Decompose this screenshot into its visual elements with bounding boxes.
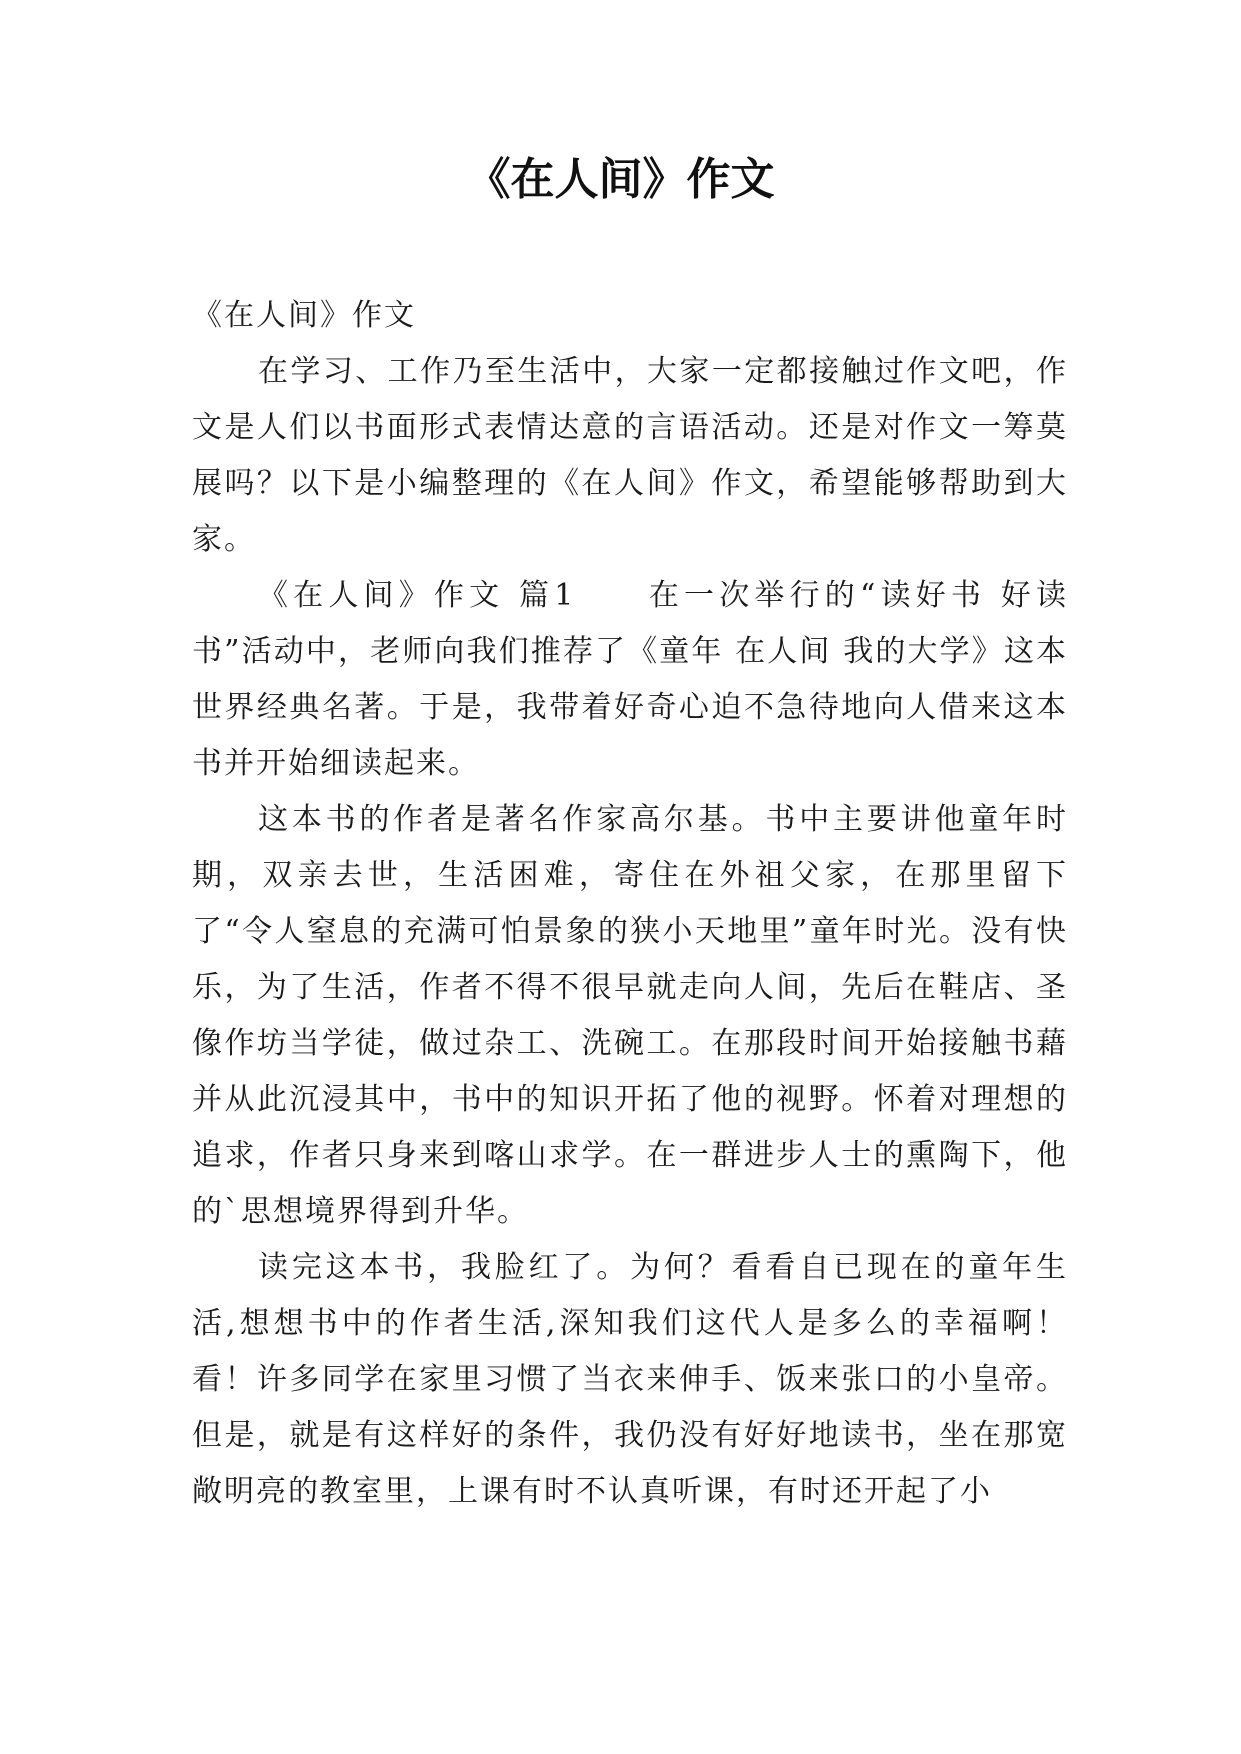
paragraph-reflection: 读完这本书，我脸红了。为何？看看自已现在的童年生活,想想书中的作者生活,深知我们这代人是多么的幸福啊！看！许多同学在家里习惯了当衣来伸手、饭来张口的小皇帝。但是，就是有这样好的条件，我仍没有好好地读书，坐在那宽敞明亮的教室里，上课有时不认真听课，有时还开起了小 <box>192 1250 1068 1509</box>
document-title: 《在人间》作文 <box>466 154 775 205</box>
paragraph-intro: 在学习、工作乃至生活中，大家一定都接触过作文吧，作文是人们以书面形式表情达意的言语活动。还是对作文一筹莫展吗？以下是小编整理的《在人间》作文，希望能够帮助到大家。 <box>192 354 1068 557</box>
document-body <box>192 288 1068 1520</box>
paragraph-author: 这本书的作者是著名作家高尔基。书中主要讲他童年时期，双亲去世，生活困难，寄住在外祖父家，在那里留下了“令人窒息的充满可怕景象的狭小天地里”童年时光。没有快乐，为了生活，作者不得不很早就走向人间，先后在鞋店、圣像作坊当学徒，做过杂工、洗碗工。在那段时间开始接触书藉并从此沉浸其中，书中的知识开拓了他的视野。怀着对理想的追求，作者只身来到喀山求学。在一群进步人士的熏陶下，他的`思想境界得到升华。 <box>192 802 1068 1229</box>
document-subtitle: 《在人间》作文 <box>192 298 416 333</box>
paragraph-part1-opening: 《在人间》作文 篇1 在一次举行的“读好书 好读书”活动中，老师向我们推荐了《童年 在人间 我的大学》这本世界经典名著。于是，我带着好奇心迫不急待地向人借来这本书并开始细读起来。 <box>192 578 1068 781</box>
